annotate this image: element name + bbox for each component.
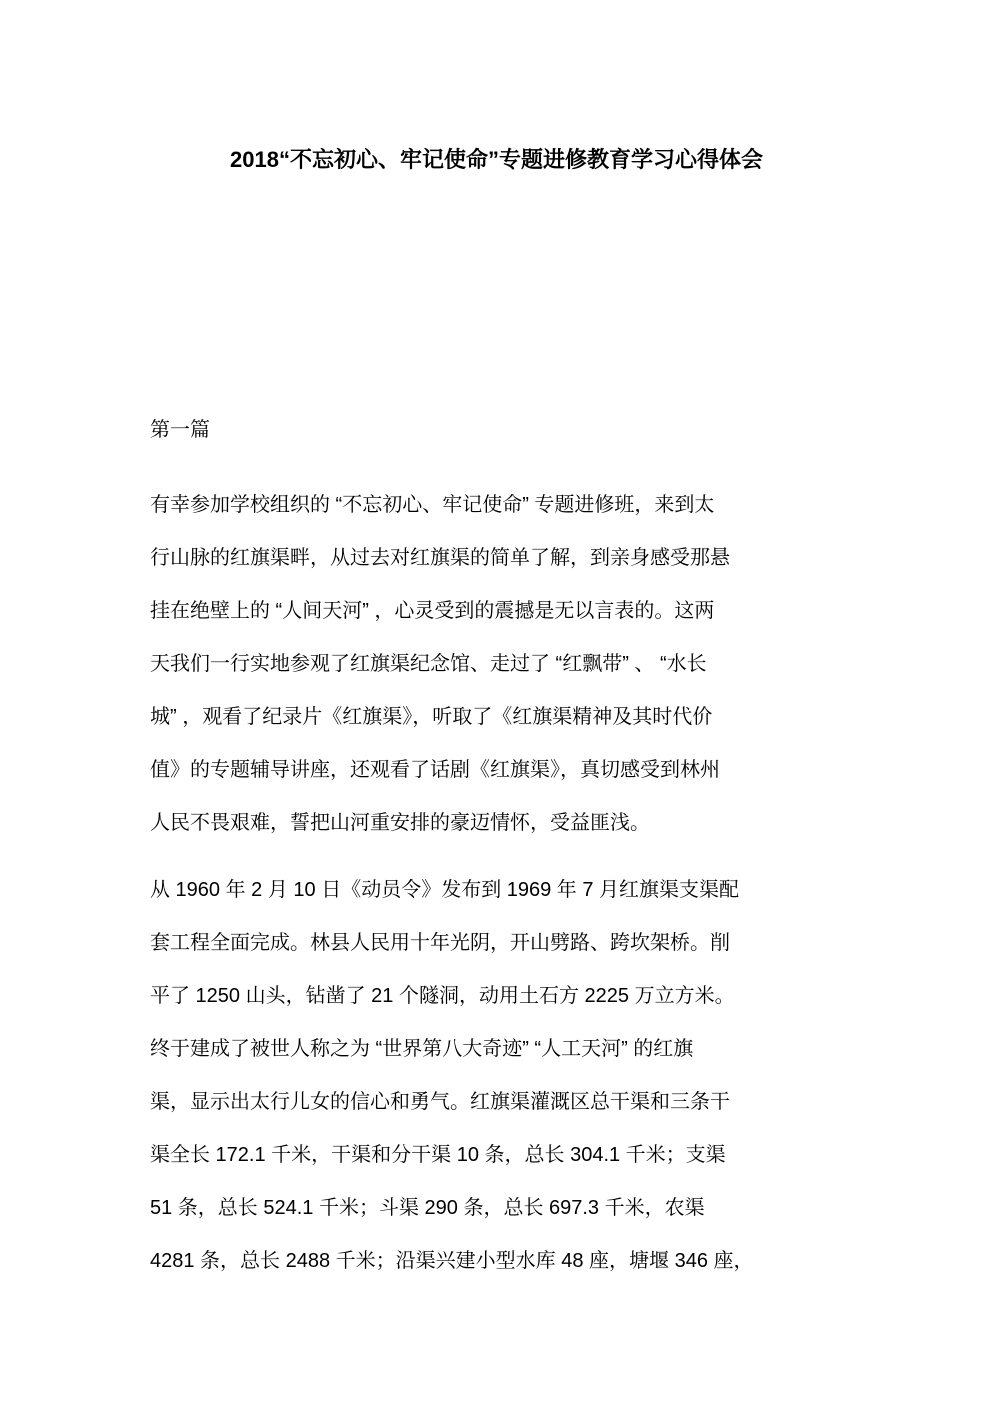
document-title: 2018“不忘初心、牢记使命”专题进修教育学习心得体会 [230,146,763,172]
paragraph-line: 天我们一行实地参观了红旗渠纪念馆、走过了 “红飘带” 、 “水长 [150,653,707,675]
paragraph-line: 渠全长 172.1 千米，干渠和分干渠 10 条，总长 304.1 千米；支渠 [150,1144,726,1166]
paragraph [150,864,860,1288]
paragraph-line: 值》的专题辅导讲座，还观看了话剧《红旗渠》，真切感受到林州 [150,759,720,781]
paragraph-line: 套工程全面完成。林县人民用十年光阴，开山劈路、跨坎架桥。削 [150,932,730,954]
paragraph-line: 平了 1250 山头，钻凿了 21 个隧洞，动用土石方 2225 万立方米。 [150,985,735,1007]
paragraph [150,479,860,850]
paragraph-line: 从 1960 年 2 月 10 日《动员令》发布到 1969 年 7 月红旗渠支渠配 [150,879,740,901]
paragraph-line: 挂在绝壁上的 “人间天河” ，心灵受到的震撼是无以言表的。这两 [150,600,715,622]
paragraph-line: 行山脉的红旗渠畔，从过去对红旗渠的简单了解，到亲身感受那悬 [150,547,730,569]
paragraph-line: 城” ，观看了纪录片《红旗渠》，听取了《红旗渠精神及其时代价 [150,706,713,728]
paragraph-line: 终于建成了被世人称之为 “世界第八大奇迹” “人工天河” 的红旗 [150,1038,694,1060]
paragraph-line: 人民不畏艰难，誓把山河重安排的豪迈情怀，受益匪浅。 [150,812,650,834]
section-heading: 第一篇 [150,419,210,441]
paragraph-line: 51 条，总长 524.1 千米；斗渠 290 条，总长 697.3 千米，农渠 [150,1197,705,1219]
paragraph-line: 4281 条，总长 2488 千米；沿渠兴建小型水库 48 座，塘堰 346 座， [150,1250,754,1272]
paragraph-line: 有幸参加学校组织的 “不忘初心、牢记使命” 专题进修班，来到太 [150,494,715,516]
paragraph-line: 渠，显示出太行儿女的信心和勇气。红旗渠灌溉区总干渠和三条干 [150,1091,730,1113]
